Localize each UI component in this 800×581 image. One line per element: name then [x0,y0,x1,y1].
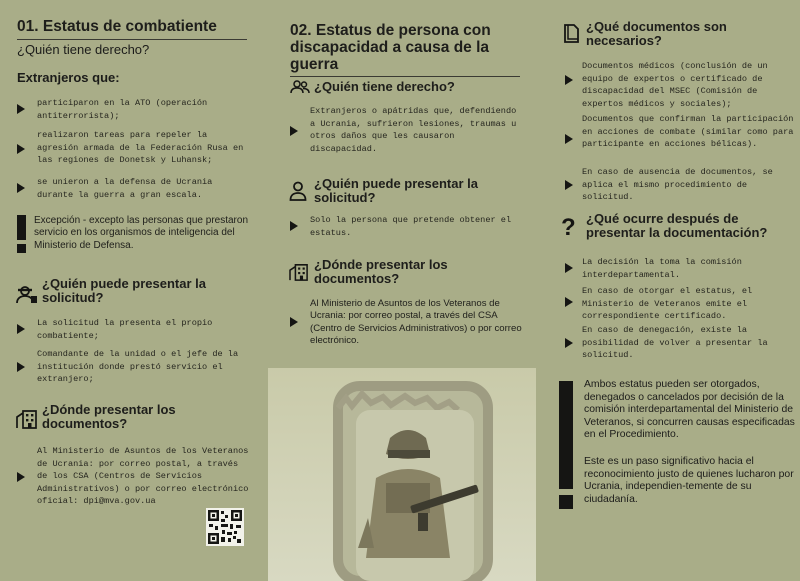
combatant-bullet-2: realizaron tareas para repeler la agresión armada de la Federación Rusa en las regiones de Donetsk y Luhansk; [37,130,244,166]
after-item-2: En caso de otorgar el estatus, el Ministerio de Veteranos emite el correspondiente certificado. [582,286,753,322]
bullet-arrow-icon [17,324,25,334]
officer-icon [16,284,38,304]
apply-bullet-1: La solicitud la presenta el propio combatiente; [37,318,213,341]
bullet-arrow-icon [565,134,573,144]
who-can-apply-heading: ¿Quién puede presentar la solicitud? [314,176,478,205]
section-title-combatant: 01. Estatus de combatiente [17,18,247,40]
disability-where-text: Al Ministerio de Asuntos de los Veteranos de Ucrania: por correo postal, a través del CSA (Centro de Servicios Administrativos) o por correo electrónico. [310,298,522,347]
bullet-arrow-icon [17,472,25,482]
building-icon [289,263,309,281]
building-icon [16,409,38,429]
bullet-arrow-icon [565,180,573,190]
after-submission-heading: ¿Qué ocurre después de presentar la documentación? [586,211,768,240]
documents-item-3: En caso de ausencia de documentos, se aplica el mismo procedimiento de solicitud. [582,167,773,203]
apply-bullet-2: Comandante de la unidad o el jefe de la institución donde prestó servicio el extranjero; [37,349,239,385]
where-submit-heading: ¿Dónde presentar los documentos? [42,402,176,431]
bullet-arrow-icon [565,297,573,307]
bullet-arrow-icon [17,104,25,114]
disability-right-text: Extranjeros o apátridas que, defendiendo a Ucrania, sufrieron lesiones, traumas u otros daños que les causaron discapacidad. [310,106,517,154]
documents-item-2: Documentos que confirman la participación en acciones de combate (similar como para participante en acciones bélicas). [582,114,794,150]
bullet-arrow-icon [290,126,298,136]
who-has-right-heading: ¿Quién tiene derecho? [17,42,150,57]
bullet-arrow-icon [290,221,298,231]
bullet-arrow-icon [290,317,298,327]
final-note-paragraph-2: Este es un paso significativo hacia el reconocimiento justo de quienes lucharon por Ucrania, independien-temente de su ciudadanía. [584,456,794,505]
foreigners-heading: Extranjeros que: [17,70,120,85]
document-icon [563,24,579,43]
column-documents [534,0,800,581]
question-icon: ? [561,214,576,241]
exclamation-icon [559,381,573,509]
section-title-disability: 02. Estatus de persona con discapacidad a causa de la guerra [290,22,520,77]
who-can-apply-heading: ¿Quién puede presentar la solicitud? [42,276,206,305]
after-item-3: En caso de denegación, existe la posibilidad de volver a presentar la solicitud. [582,325,768,361]
final-note-paragraph-1: Ambos estatus pueden ser otorgados, denegados o cancelados por decisión de la comisión interdepartamental del Ministerio de Veteranos, si concurren causas especificadas en el Procedimiento. [584,379,795,441]
column-combatant-status [0,0,262,581]
exclamation-icon [17,215,26,253]
bullet-arrow-icon [565,338,573,348]
bullet-arrow-icon [17,362,25,372]
bullet-arrow-icon [565,75,573,85]
where-submit-text: Al Ministerio de Asuntos de los Veteranos de Ucrania: por correo postal, a través de los CSA (Centros de Servicios Administrativos) o por correo electrónico oficial: dpi@mva.gov.ua [37,446,249,507]
who-has-right-heading: ¿Quién tiene derecho? [314,79,455,94]
bullet-arrow-icon [17,144,25,154]
person-icon [289,181,307,201]
bullet-arrow-icon [17,183,25,193]
exception-note: Excepción - excepto las personas que prestaron servicio en los organismos de inteligencia del Ministerio de Defensa. [34,215,249,251]
qr-code-icon [206,508,244,546]
documents-item-1: Documentos médicos (conclusión de un equipo de expertos o certificado de discapacidad del MSEC (Comisión de expertos médicos y sociales); [582,61,768,109]
where-submit-heading: ¿Dónde presentar los documentos? [314,257,448,286]
bullet-arrow-icon [565,263,573,273]
documents-required-heading: ¿Qué documentos son necesarios? [586,19,727,48]
after-item-1: La decisión la toma la comisión interdepartamental. [582,257,742,280]
people-icon [290,80,310,94]
combatant-bullet-1: participaron en la ATO (operación antiterrorista); [37,98,208,121]
soldier-phone-illustration [268,368,536,581]
combatant-bullet-3: se unieron a la defensa de Ucrania durante la guerra a gran escala. [37,177,213,200]
disability-apply-text: Solo la persona que pretende obtener el estatus. [310,215,512,238]
